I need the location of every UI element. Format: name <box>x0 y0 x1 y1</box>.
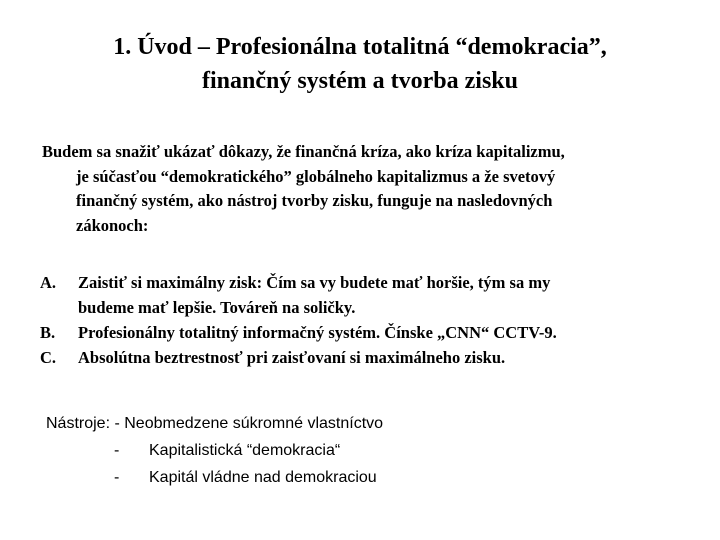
list-item-text: Profesionálny totalitný informačný systém. Čínske „CNN“ CCTV-9. <box>78 323 557 342</box>
intro-paragraph <box>42 140 692 238</box>
tools-item-text: Kapitál vládne nad demokraciou <box>149 469 377 486</box>
tools-item <box>46 437 686 464</box>
tools-item-dash: - <box>114 442 120 459</box>
list-marker: A. <box>40 273 57 292</box>
page-title <box>20 30 700 98</box>
title-line-1: 1. Úvod – Profesionálna totalitná “demokracia”, <box>113 34 607 60</box>
list-item <box>40 345 700 370</box>
intro-line: Budem sa snažiť ukázať dôkazy, že finančná kríza, ako kríza kapitalizmu, <box>42 142 565 161</box>
list-item-text-continued: budeme mať lepšie. Továreň na soličky. <box>78 298 356 317</box>
tools-item <box>46 464 686 491</box>
title-line-2: finančný systém a tvorba zisku <box>201 68 519 94</box>
tools-item-dash: - <box>114 469 120 486</box>
intro-line: je súčasťou “demokratického” globálneho kapitalizmus a že svetový <box>76 166 556 186</box>
list-item <box>40 270 700 320</box>
tools-section <box>46 410 686 491</box>
list-item <box>40 320 700 345</box>
laws-list <box>40 270 700 370</box>
list-item-text: Zaistiť si maximálny zisk: Čím sa vy budete mať horšie, tým sa my <box>78 273 551 292</box>
tools-item-text: Kapitalistická “demokracia“ <box>149 442 341 459</box>
list-item-text: Absolútna beztrestnosť pri zaisťovaní si maximálneho zisku. <box>78 348 506 367</box>
list-marker: B. <box>40 323 56 342</box>
intro-line: zákonoch: <box>76 215 149 235</box>
tools-heading: Nástroje: - Neobmedzene súkromné vlastníctvo <box>46 415 384 432</box>
list-marker: C. <box>40 348 57 367</box>
intro-line: finančný systém, ako nástroj tvorby zisku, funguje na nasledovných <box>76 191 553 210</box>
